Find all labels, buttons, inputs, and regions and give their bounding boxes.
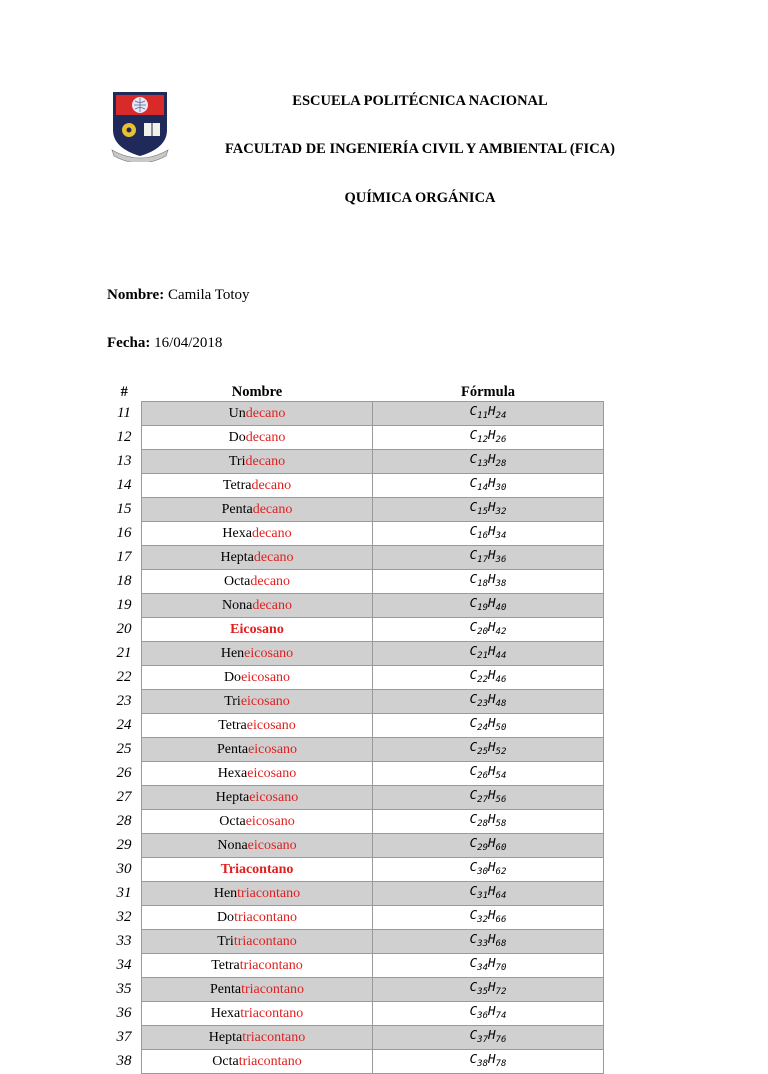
row-number: 25 (116, 741, 132, 757)
hydrogen-count: 58 (495, 819, 507, 829)
compound-name (142, 786, 373, 810)
name-prefix: Hepta (215, 790, 250, 805)
compound-name (142, 522, 373, 546)
compound-formula: $C_{23}H_{48}$ (373, 690, 604, 714)
compound-name (142, 930, 373, 954)
name-prefix: Tetra (218, 718, 247, 733)
name-suffix: Triacontano (220, 862, 294, 877)
compound-name (142, 858, 373, 882)
carbon-count: 36 (477, 1011, 488, 1021)
row-number: 17 (116, 549, 132, 565)
hydrogen-count: 52 (495, 747, 507, 757)
row-number: 30 (116, 861, 132, 877)
table-row (107, 498, 604, 522)
compound-formula: $C_{17}H_{36}$ (373, 546, 604, 570)
compound-formula: $C_{36}H_{74}$ (373, 1002, 604, 1026)
compound-name (142, 762, 373, 786)
hydrogen-count: 74 (495, 1011, 507, 1021)
name-suffix: eicosano (248, 742, 298, 757)
row-number: 36 (116, 1005, 132, 1021)
hydrogen-count: 50 (495, 723, 507, 733)
row-number: 15 (116, 501, 132, 517)
carbon-count: 15 (477, 507, 488, 517)
carbon-count: 21 (477, 651, 488, 661)
compound-name (142, 834, 373, 858)
row-number: 38 (116, 1053, 132, 1069)
carbon-count: 29 (477, 843, 488, 853)
name-prefix: Octa (219, 814, 246, 829)
hydrogen-count: 40 (495, 603, 507, 613)
compound-formula: $C_{15}H_{32}$ (373, 498, 604, 522)
compound-name (142, 882, 373, 906)
hydrogen-count: 28 (495, 459, 507, 469)
table-row (107, 738, 604, 762)
date-field (107, 335, 222, 352)
carbon-count: 12 (477, 435, 488, 445)
carbon-count: 22 (477, 675, 488, 685)
faculty-title: FACULTAD DE INGENIERÍA CIVIL Y AMBIENTAL (FICA) (225, 141, 615, 157)
name-prefix: Hen (220, 646, 245, 661)
row-number: 27 (116, 789, 132, 805)
header-name: Nombre (231, 383, 283, 400)
hydrogen-count: 64 (495, 891, 507, 901)
row-number: 22 (116, 669, 132, 685)
compound-formula: $C_{31}H_{64}$ (373, 882, 604, 906)
name-prefix: Hen (213, 886, 238, 901)
row-number: 13 (116, 453, 132, 469)
table-row (107, 810, 604, 834)
row-number: 37 (116, 1029, 132, 1045)
compound-name (142, 594, 373, 618)
table-row (107, 594, 604, 618)
name-field (107, 287, 250, 304)
carbon-count: 17 (477, 555, 488, 565)
name-prefix: Tetra (222, 478, 252, 493)
compound-name (142, 714, 373, 738)
name-prefix: Penta (216, 742, 249, 757)
row-number: 21 (116, 645, 132, 661)
name-suffix: decano (245, 430, 286, 445)
compound-name (142, 498, 373, 522)
row-number: 26 (116, 765, 132, 781)
name-suffix: decano (251, 526, 292, 541)
compound-formula: $C_{38}H_{78}$ (373, 1050, 604, 1074)
name-prefix: Tri (224, 694, 241, 709)
compound-formula: $C_{11}H_{24}$ (373, 402, 604, 426)
table-row (107, 618, 604, 642)
alkanes-table (107, 383, 604, 1074)
course-title: QUÍMICA ORGÁNICA (344, 190, 496, 206)
hydrogen-count: 26 (495, 435, 507, 445)
carbon-count: 26 (477, 771, 488, 781)
date-value: 16/04/2018 (154, 335, 223, 351)
row-number: 31 (116, 885, 132, 901)
table-row (107, 690, 604, 714)
name-prefix: Hepta (208, 1030, 243, 1045)
compound-formula: $C_{12}H_{26}$ (373, 426, 604, 450)
carbon-count: 20 (477, 627, 488, 637)
name-suffix: Eicosano (230, 622, 284, 637)
name-prefix: Penta (209, 982, 242, 997)
university-crest-icon (110, 90, 170, 162)
hydrogen-count: 34 (495, 531, 507, 541)
row-number: 29 (116, 837, 132, 853)
name-suffix: eicosano (245, 814, 295, 829)
row-number: 35 (116, 981, 132, 997)
carbon-count: 13 (477, 459, 488, 469)
name-suffix: eicosano (241, 670, 291, 685)
hydrogen-count: 60 (495, 843, 507, 853)
compound-formula: $C_{33}H_{68}$ (373, 930, 604, 954)
carbon-count: 31 (477, 891, 488, 901)
hydrogen-count: 42 (495, 627, 507, 637)
hydrogen-count: 46 (495, 675, 507, 685)
carbon-count: 34 (477, 963, 488, 973)
name-prefix: Hexa (222, 526, 252, 541)
row-number: 19 (116, 597, 132, 613)
compound-name (142, 690, 373, 714)
table-row (107, 402, 604, 426)
hydrogen-count: 66 (495, 915, 507, 925)
carbon-count: 38 (477, 1059, 488, 1069)
compound-formula: $C_{24}H_{50}$ (373, 714, 604, 738)
carbon-count: 37 (477, 1035, 488, 1045)
name-suffix: eicosano (249, 790, 299, 805)
hydrogen-count: 70 (495, 963, 507, 973)
table-row (107, 642, 604, 666)
name-suffix: triacontano (241, 982, 305, 997)
compound-name (142, 666, 373, 690)
name-suffix: decano (252, 598, 292, 613)
name-suffix: triacontano (237, 886, 301, 901)
row-number: 18 (116, 573, 132, 589)
table-row (107, 906, 604, 930)
name-prefix: Hexa (210, 1006, 241, 1021)
compound-name (142, 954, 373, 978)
name-value: Camila Totoy (167, 287, 250, 303)
institution-title: ESCUELA POLITÉCNICA NACIONAL (292, 93, 548, 109)
name-prefix: Tri (217, 934, 234, 949)
name-prefix: Penta (221, 502, 253, 517)
name-prefix: Tri (228, 454, 246, 469)
compound-name (142, 1050, 373, 1074)
table-row (107, 954, 604, 978)
hydrogen-count: 48 (495, 699, 507, 709)
compound-name (142, 810, 373, 834)
name-suffix: triacontano (239, 958, 303, 973)
compound-name (142, 570, 373, 594)
hydrogen-count: 38 (495, 579, 507, 589)
name-suffix: eicosano (247, 838, 297, 853)
name-suffix: decano (245, 454, 286, 469)
hydrogen-count: 72 (495, 987, 507, 997)
carbon-count: 23 (477, 699, 488, 709)
name-suffix: triacontano (238, 1054, 302, 1069)
carbon-count: 28 (477, 819, 488, 829)
compound-formula: $C_{13}H_{28}$ (373, 450, 604, 474)
compound-name (142, 546, 373, 570)
compound-formula: $C_{28}H_{58}$ (373, 810, 604, 834)
carbon-count: 11 (477, 411, 488, 421)
hydrogen-count: 24 (495, 411, 507, 421)
row-number: 28 (116, 813, 132, 829)
table-row (107, 666, 604, 690)
name-suffix: eicosano (240, 694, 290, 709)
name-prefix: Hexa (217, 766, 248, 781)
compound-formula: $C_{30}H_{62}$ (373, 858, 604, 882)
compound-name (142, 402, 373, 426)
name-suffix: triacontano (234, 910, 298, 925)
name-prefix: Nona (217, 838, 248, 853)
compound-name (142, 738, 373, 762)
name-suffix: eicosano (247, 766, 297, 781)
name-suffix: triacontano (240, 1006, 304, 1021)
header-number: # (120, 383, 128, 400)
table-row (107, 522, 604, 546)
hydrogen-count: 68 (495, 939, 507, 949)
name-suffix: decano (245, 406, 286, 421)
compound-formula: $C_{25}H_{52}$ (373, 738, 604, 762)
carbon-count: 25 (477, 747, 488, 757)
name-prefix: Octa (212, 1054, 239, 1069)
hydrogen-count: 62 (495, 867, 507, 877)
hydrogen-count: 78 (495, 1059, 507, 1069)
name-prefix: Nona (222, 598, 253, 613)
compound-formula: $C_{22}H_{46}$ (373, 666, 604, 690)
compound-formula: $C_{19}H_{40}$ (373, 594, 604, 618)
name-prefix: Do (223, 670, 242, 685)
carbon-count: 18 (477, 579, 488, 589)
name-prefix: Hepta (220, 550, 254, 565)
date-label: Fecha: (107, 335, 151, 351)
compound-name (142, 1002, 373, 1026)
row-number: 23 (116, 693, 132, 709)
compound-name (142, 642, 373, 666)
compound-formula: $C_{34}H_{70}$ (373, 954, 604, 978)
table-row (107, 474, 604, 498)
compound-name (142, 426, 373, 450)
row-number: 32 (116, 909, 132, 925)
hydrogen-count: 32 (495, 507, 507, 517)
hydrogen-count: 54 (495, 771, 507, 781)
name-label: Nombre: (107, 287, 165, 303)
carbon-count: 27 (477, 795, 488, 805)
table-row (107, 1002, 604, 1026)
hydrogen-count: 44 (495, 651, 507, 661)
name-suffix: decano (253, 550, 294, 565)
name-suffix: triacontano (242, 1030, 306, 1045)
compound-formula: $C_{20}H_{42}$ (373, 618, 604, 642)
row-number: 16 (116, 525, 132, 541)
compound-formula: $C_{18}H_{38}$ (373, 570, 604, 594)
compound-formula: $C_{27}H_{56}$ (373, 786, 604, 810)
carbon-count: 19 (477, 603, 488, 613)
table-row (107, 546, 604, 570)
name-prefix: Octa (223, 574, 251, 589)
name-prefix: Tetra (211, 958, 240, 973)
carbon-count: 16 (477, 531, 488, 541)
row-number: 14 (116, 477, 132, 493)
compound-name (142, 1026, 373, 1050)
table-row (107, 786, 604, 810)
compound-formula: $C_{21}H_{44}$ (373, 642, 604, 666)
compound-formula: $C_{37}H_{76}$ (373, 1026, 604, 1050)
table-row (107, 930, 604, 954)
table-row (107, 570, 604, 594)
table-row (107, 1050, 604, 1074)
hydrogen-count: 76 (495, 1035, 507, 1045)
name-suffix: decano (251, 478, 292, 493)
table-header-row (107, 383, 604, 402)
name-suffix: decano (252, 502, 293, 517)
compound-formula: $C_{14}H_{30}$ (373, 474, 604, 498)
name-prefix: Do (216, 910, 235, 925)
carbon-count: 14 (477, 483, 488, 493)
row-number: 20 (116, 621, 132, 637)
compound-name (142, 618, 373, 642)
compound-name (142, 450, 373, 474)
table-row (107, 858, 604, 882)
carbon-count: 30 (477, 867, 488, 877)
row-number: 34 (116, 957, 132, 973)
hydrogen-count: 56 (495, 795, 507, 805)
compound-formula: $C_{26}H_{54}$ (373, 762, 604, 786)
compound-formula: $C_{35}H_{72}$ (373, 978, 604, 1002)
carbon-count: 33 (477, 939, 488, 949)
compound-name (142, 474, 373, 498)
compound-formula: $C_{16}H_{34}$ (373, 522, 604, 546)
row-number: 24 (116, 717, 132, 733)
carbon-count: 35 (477, 987, 488, 997)
table-row (107, 714, 604, 738)
name-prefix: Do (228, 430, 246, 445)
hydrogen-count: 36 (495, 555, 507, 565)
table-row (107, 1026, 604, 1050)
table-row (107, 834, 604, 858)
name-suffix: eicosano (246, 718, 296, 733)
name-suffix: triacontano (233, 934, 297, 949)
compound-name (142, 906, 373, 930)
table-row (107, 426, 604, 450)
compound-formula: $C_{29}H_{60}$ (373, 834, 604, 858)
name-suffix: eicosano (244, 646, 294, 661)
name-prefix: Un (228, 406, 246, 421)
carbon-count: 32 (477, 915, 488, 925)
row-number: 11 (117, 405, 131, 421)
header-formula: Fórmula (461, 383, 515, 400)
carbon-count: 24 (477, 723, 488, 733)
row-number: 33 (116, 933, 132, 949)
row-number: 12 (116, 429, 132, 445)
name-suffix: decano (250, 574, 291, 589)
table-row (107, 882, 604, 906)
hydrogen-count: 30 (495, 483, 507, 493)
table-row (107, 978, 604, 1002)
table-row (107, 762, 604, 786)
compound-name (142, 978, 373, 1002)
table-row (107, 450, 604, 474)
compound-formula: $C_{32}H_{66}$ (373, 906, 604, 930)
